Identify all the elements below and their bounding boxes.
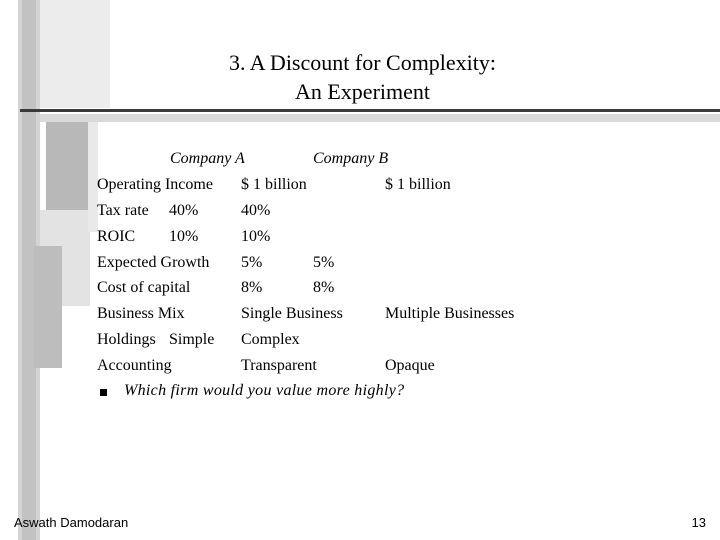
- row-label: Tax rate: [97, 202, 149, 219]
- square-bullet-icon: [100, 389, 107, 396]
- table-row: [0, 278, 720, 298]
- table-row: [0, 175, 720, 195]
- row-value-b: 5%: [313, 254, 335, 271]
- row-label: Accounting: [97, 357, 172, 374]
- row-value-a: 8%: [241, 279, 263, 296]
- title-line-1: 3. A Discount for Complexity:: [228, 50, 497, 75]
- row-value-b: 10%: [241, 228, 271, 245]
- table-row: [0, 227, 720, 247]
- row-value-a: 5%: [241, 254, 263, 271]
- decorative-bar: [40, 0, 110, 108]
- row-value-b: Complex: [241, 331, 300, 348]
- row-label: Operating Income: [97, 176, 213, 193]
- table-row: [0, 253, 720, 273]
- table-row: [0, 330, 720, 350]
- table-row: [0, 304, 720, 324]
- page-number: 13: [691, 515, 706, 530]
- table-row: [0, 356, 720, 376]
- row-value-a: Single Business: [241, 305, 343, 322]
- row-value-b: 8%: [313, 279, 335, 296]
- footer-author: Aswath Damodaran: [14, 515, 129, 530]
- question-text: Which firm would you value more highly?: [124, 382, 405, 399]
- row-label: Business Mix: [97, 305, 185, 322]
- table-header: [0, 149, 720, 169]
- header-company-a: Company A: [170, 150, 245, 167]
- row-value-a: Transparent: [241, 357, 317, 374]
- title-line-2: An Experiment: [294, 79, 431, 104]
- slide-title: [110, 48, 615, 106]
- row-value-b: $ 1 billion: [385, 176, 451, 193]
- row-value-a: 10%: [169, 228, 199, 245]
- row-label: ROIC: [97, 228, 136, 245]
- row-label: Expected Growth: [97, 254, 210, 271]
- row-value-a: $ 1 billion: [241, 176, 307, 193]
- row-value-a: Simple: [169, 331, 215, 348]
- row-value-b: 40%: [241, 202, 271, 219]
- row-value-a: 40%: [169, 202, 199, 219]
- header-company-b: Company B: [313, 150, 389, 167]
- table-row: [0, 201, 720, 221]
- title-rule-shadow: [40, 114, 720, 122]
- row-value-b: Multiple Businesses: [385, 305, 515, 322]
- row-label: Cost of capital: [97, 279, 191, 296]
- title-rule: [20, 109, 720, 112]
- row-label: Holdings: [97, 331, 156, 348]
- row-value-b: Opaque: [385, 357, 435, 374]
